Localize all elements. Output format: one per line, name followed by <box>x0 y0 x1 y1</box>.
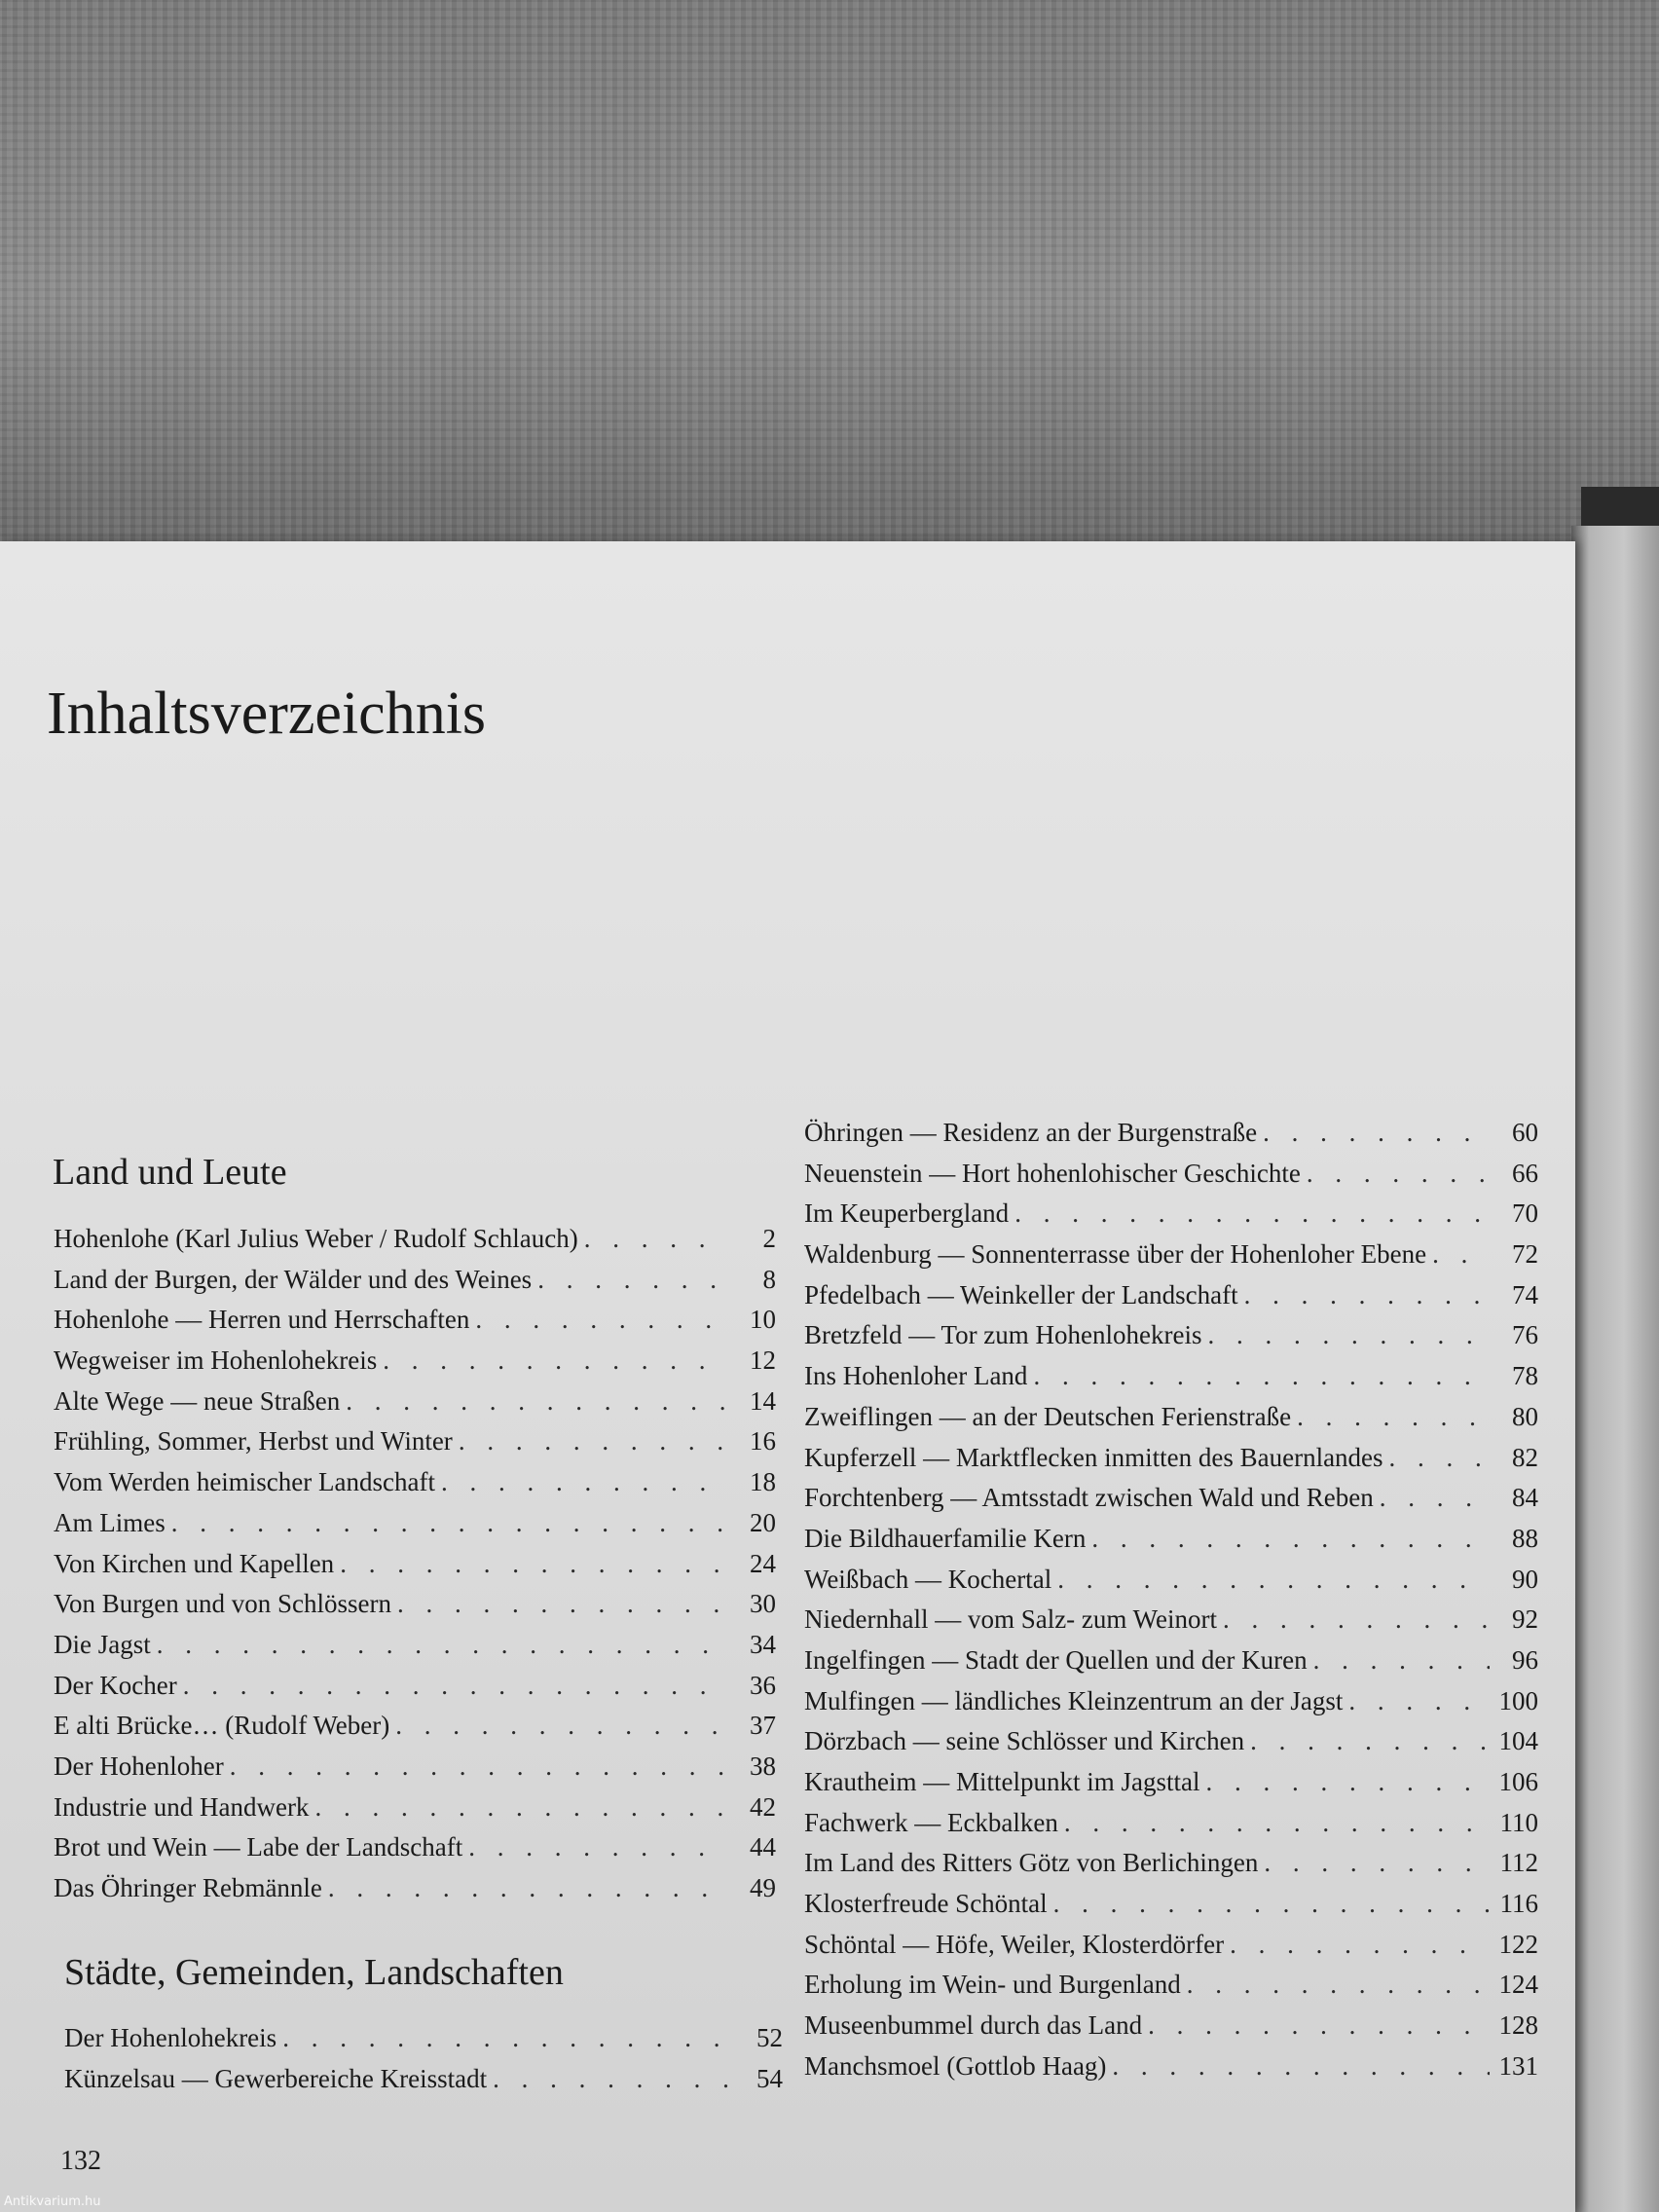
leader-dots <box>1348 1686 1490 1716</box>
leader-dots <box>328 1873 727 1903</box>
leader-dots <box>1208 1320 1491 1350</box>
toc-entry <box>54 1832 776 1873</box>
toc-entry-page-number: 70 <box>1512 1198 1538 1229</box>
watermark: Antikvarium.hu <box>4 2194 101 2209</box>
toc-entry-title: Museenbummel durch das Land <box>804 2010 1143 2041</box>
toc-entry-title: E alti Brücke… (Rudolf Weber) <box>54 1711 390 1741</box>
toc-entry <box>804 1320 1538 1361</box>
toc-entry-page-number: 44 <box>750 1832 776 1862</box>
leader-dots <box>475 1305 727 1335</box>
leader-dots <box>171 1508 727 1538</box>
toc-entry-page-number: 14 <box>750 1385 776 1416</box>
toc-entry-title: Im Keuperbergland <box>804 1198 1010 1229</box>
leader-dots <box>1432 1239 1490 1270</box>
toc-entry-page-number: 116 <box>1499 1889 1538 1919</box>
leader-dots <box>1263 1118 1490 1148</box>
toc-entry-title: Fachwerk — Eckbalken <box>804 1807 1058 1837</box>
toc-entry <box>804 1970 1538 2010</box>
toc-entry <box>54 1426 776 1467</box>
leader-dots <box>340 1549 727 1579</box>
leader-dots <box>1014 1198 1490 1229</box>
toc-entry-title: Zweiflingen — an der Deutschen Ferienstraße <box>804 1401 1292 1431</box>
toc-entry-title: Krautheim — Mittelpunkt im Jagsttal <box>804 1767 1200 1796</box>
toc-entry-page-number: 16 <box>750 1426 776 1456</box>
toc-entry <box>804 1118 1538 1159</box>
toc-entry-page-number: 76 <box>1512 1320 1538 1350</box>
toc-entry-title: Hohenlohe — Herren und Herrschaften <box>54 1305 470 1335</box>
toc-entry <box>54 1711 776 1751</box>
toc-entry <box>54 1630 776 1671</box>
toc-entry-page-number: 20 <box>750 1507 776 1537</box>
toc-entry-page-number: 30 <box>750 1589 776 1619</box>
toc-entry <box>804 1402 1538 1443</box>
toc-entry <box>54 1346 776 1386</box>
toc-entry <box>54 1305 776 1346</box>
toc-entry-page-number: 12 <box>750 1346 776 1376</box>
toc-entry-page-number: 54 <box>756 2063 783 2093</box>
toc-entry-page-number: 84 <box>1512 1483 1538 1513</box>
toc-entry <box>54 1873 776 1914</box>
toc-entry-title: Erholung im Wein- und Burgenland <box>804 1970 1181 2000</box>
toc-entry-title: Pfedelbach — Weinkeller der Landschaft <box>804 1279 1238 1309</box>
leader-dots <box>1223 1604 1490 1635</box>
toc-entry <box>804 1808 1538 1849</box>
toc-entry-title: Der Hohenlohekreis <box>64 2023 277 2052</box>
toc-entry-title: Klosterfreude Schöntal <box>804 1889 1048 1919</box>
toc-entry <box>804 1483 1538 1524</box>
background-shadow <box>1581 487 1659 526</box>
leader-dots <box>1187 1970 1490 2000</box>
toc-entry-page-number: 72 <box>1512 1239 1538 1270</box>
leader-dots <box>1313 1645 1490 1676</box>
toc-entry <box>54 1589 776 1630</box>
page-title: Inhaltsverzeichnis <box>47 680 487 747</box>
toc-entry-page-number: 106 <box>1498 1767 1538 1796</box>
leader-dots <box>1297 1402 1490 1432</box>
toc-entry-page-number: 36 <box>750 1670 776 1700</box>
book-page <box>0 541 1575 2212</box>
toc-entry-page-number: 52 <box>756 2023 783 2052</box>
leader-dots <box>1230 1930 1490 1960</box>
toc-entry-page-number: 96 <box>1512 1644 1538 1675</box>
toc-entry-title: Wegweiser im Hohenlohekreis <box>54 1346 378 1376</box>
toc-entry-title: Frühling, Sommer, Herbst und Winter <box>54 1426 453 1456</box>
toc-entry <box>804 1930 1538 1971</box>
toc-entry-page-number: 49 <box>750 1873 776 1902</box>
section-heading-land-und-leute: Land und Leute <box>53 1152 287 1193</box>
toc-entry-title: Von Kirchen und Kapellen <box>54 1548 335 1578</box>
toc-entry-page-number: 128 <box>1498 2010 1538 2041</box>
leader-dots <box>397 1589 727 1619</box>
toc-entry-title: Bretzfeld — Tor zum Hohenlohekreis <box>804 1320 1202 1350</box>
toc-entry <box>64 2064 783 2105</box>
leader-dots <box>1307 1159 1490 1189</box>
toc-entry <box>804 1604 1538 1645</box>
toc-entry-page-number: 74 <box>1512 1279 1538 1309</box>
toc-entry <box>64 2023 783 2064</box>
toc-entry-title: Manchsmoel (Gottlob Haag) <box>804 2050 1107 2081</box>
toc-entry-page-number: 82 <box>1512 1442 1538 1472</box>
toc-entry-page-number: 90 <box>1512 1564 1538 1594</box>
toc-entry-page-number: 18 <box>750 1467 776 1497</box>
toc-entry <box>804 1767 1538 1808</box>
toc-entry-page-number: 124 <box>1498 1970 1538 2000</box>
toc-entry-page-number: 80 <box>1512 1401 1538 1431</box>
leader-dots <box>314 1792 727 1823</box>
toc-entry-page-number: 2 <box>762 1224 776 1253</box>
toc-entry-page-number: 88 <box>1512 1523 1538 1553</box>
leader-dots <box>230 1751 727 1782</box>
toc-entry <box>804 2051 1538 2092</box>
toc-entry <box>804 1159 1538 1199</box>
leader-dots <box>1148 2010 1490 2041</box>
toc-entry-title: Industrie und Handwerk <box>54 1791 310 1822</box>
leader-dots <box>157 1630 727 1660</box>
toc-entry <box>804 1565 1538 1605</box>
toc-list-land-und-leute <box>54 1224 776 1914</box>
leader-dots <box>1064 1808 1490 1838</box>
leader-dots <box>493 2064 734 2094</box>
toc-entry-title: Niedernhall — vom Salz- zum Weinort <box>804 1604 1217 1635</box>
toc-entry-title: Forchtenberg — Amtsstadt zwischen Wald und Reben <box>804 1483 1374 1513</box>
toc-entry-title: Dörzbach — seine Schlösser und Kirchen <box>804 1726 1245 1756</box>
toc-entry-page-number: 10 <box>750 1305 776 1335</box>
section-heading-staedte: Städte, Gemeinden, Landschaften <box>64 1952 564 1993</box>
toc-entry-page-number: 110 <box>1499 1807 1538 1837</box>
toc-entry-title: Öhringen — Residenz an der Burgenstraße <box>804 1118 1258 1147</box>
toc-entry-page-number: 8 <box>762 1264 776 1294</box>
toc-entry <box>804 1686 1538 1727</box>
toc-entry <box>804 1280 1538 1321</box>
leader-dots <box>1091 1524 1490 1554</box>
toc-entry-title: Vom Werden heimischer Landschaft <box>54 1467 435 1497</box>
leader-dots <box>383 1346 727 1376</box>
toc-list-right-column <box>804 1118 1538 2092</box>
toc-entry-page-number: 100 <box>1498 1685 1538 1715</box>
toc-entry-page-number: 92 <box>1512 1604 1538 1635</box>
toc-entry-title: Brot und Wein — Labe der Landschaft <box>54 1832 463 1862</box>
toc-entry-title: Die Jagst <box>54 1629 151 1659</box>
book-edge <box>1571 526 1659 2212</box>
leader-dots <box>537 1265 727 1295</box>
toc-entry <box>54 1386 776 1427</box>
toc-entry <box>54 1671 776 1712</box>
toc-entry <box>804 1524 1538 1565</box>
toc-entry-title: Die Bildhauerfamilie Kern <box>804 1523 1087 1553</box>
toc-entry-title: Ins Hohenloher Land <box>804 1361 1028 1391</box>
toc-entry-page-number: 38 <box>750 1751 776 1781</box>
toc-entry-title: Das Öhringer Rebmännle <box>54 1873 322 1902</box>
toc-entry <box>804 1726 1538 1767</box>
toc-entry <box>54 1751 776 1792</box>
leader-dots <box>346 1386 727 1417</box>
leader-dots <box>1112 2051 1490 2082</box>
toc-entry-title: Neuenstein — Hort hohenlohischer Geschichte <box>804 1158 1301 1188</box>
toc-entry-page-number: 131 <box>1498 2050 1538 2081</box>
toc-entry <box>54 1508 776 1549</box>
leader-dots <box>1205 1767 1490 1797</box>
toc-entry-title: Schöntal — Höfe, Weiler, Klosterdörfer <box>804 1929 1225 1959</box>
toc-entry-title: Mulfingen — ländliches Kleinzentrum an der Jagst <box>804 1685 1344 1715</box>
toc-entry-page-number: 66 <box>1512 1158 1538 1188</box>
toc-entry-title: Waldenburg — Sonnenterrasse über der Hohenloher Ebene <box>804 1239 1427 1270</box>
toc-entry-page-number: 78 <box>1512 1361 1538 1391</box>
leader-dots <box>282 2023 734 2053</box>
toc-entry-page-number: 122 <box>1498 1929 1538 1959</box>
leader-dots <box>468 1832 727 1862</box>
page-number: 132 <box>60 2146 101 2176</box>
toc-entry-page-number: 42 <box>750 1791 776 1822</box>
toc-entry-title: Ingelfingen — Stadt der Quellen und der Kuren <box>804 1644 1308 1675</box>
toc-entry <box>804 1443 1538 1484</box>
toc-entry-title: Von Burgen und von Schlössern <box>54 1589 392 1619</box>
leader-dots <box>1250 1726 1490 1756</box>
toc-entry <box>804 1198 1538 1239</box>
background-wall <box>0 0 1659 545</box>
toc-entry-page-number: 104 <box>1498 1726 1538 1756</box>
toc-entry-title: Künzelsau — Gewerbereiche Kreisstadt <box>64 2063 488 2093</box>
toc-entry-title: Der Hohenloher <box>54 1751 224 1781</box>
leader-dots <box>395 1711 727 1741</box>
toc-entry-page-number: 112 <box>1499 1848 1538 1878</box>
toc-entry-page-number: 37 <box>750 1711 776 1741</box>
toc-entry-title: Kupferzell — Marktflecken inmitten des Bauernlandes <box>804 1442 1383 1472</box>
toc-entry-title: Der Kocher <box>54 1670 177 1700</box>
leader-dots <box>459 1426 727 1456</box>
leader-dots <box>183 1671 727 1701</box>
toc-entry-title: Alte Wege — neue Straßen <box>54 1385 341 1416</box>
toc-entry <box>54 1549 776 1590</box>
toc-entry <box>54 1224 776 1265</box>
toc-entry <box>804 1645 1538 1686</box>
leader-dots <box>1057 1565 1490 1595</box>
toc-entry-title: Hohenlohe (Karl Julius Weber / Rudolf Schlauch) <box>54 1224 578 1253</box>
leader-dots <box>1244 1280 1490 1310</box>
toc-entry <box>804 1848 1538 1889</box>
toc-entry-page-number: 24 <box>750 1548 776 1578</box>
toc-entry <box>804 1239 1538 1280</box>
leader-dots <box>441 1467 727 1497</box>
toc-entry-page-number: 60 <box>1512 1118 1538 1147</box>
leader-dots <box>584 1224 727 1254</box>
toc-entry-page-number: 34 <box>750 1629 776 1659</box>
leader-dots <box>1033 1361 1490 1391</box>
toc-entry <box>54 1792 776 1833</box>
toc-entry-title: Im Land des Ritters Götz von Berlichingen <box>804 1848 1259 1878</box>
toc-entry-title: Land der Burgen, der Wälder und des Weines <box>54 1264 533 1294</box>
leader-dots <box>1053 1889 1490 1919</box>
leader-dots <box>1380 1483 1490 1513</box>
toc-entry <box>804 1889 1538 1930</box>
toc-entry-title: Am Limes <box>54 1507 166 1537</box>
toc-entry-title: Weißbach — Kochertal <box>804 1564 1052 1594</box>
leader-dots <box>1264 1848 1490 1878</box>
leader-dots <box>1389 1443 1490 1473</box>
toc-entry <box>804 1361 1538 1402</box>
toc-entry <box>54 1467 776 1508</box>
toc-entry <box>54 1265 776 1306</box>
toc-list-staedte <box>64 2023 783 2104</box>
toc-entry <box>804 2010 1538 2051</box>
